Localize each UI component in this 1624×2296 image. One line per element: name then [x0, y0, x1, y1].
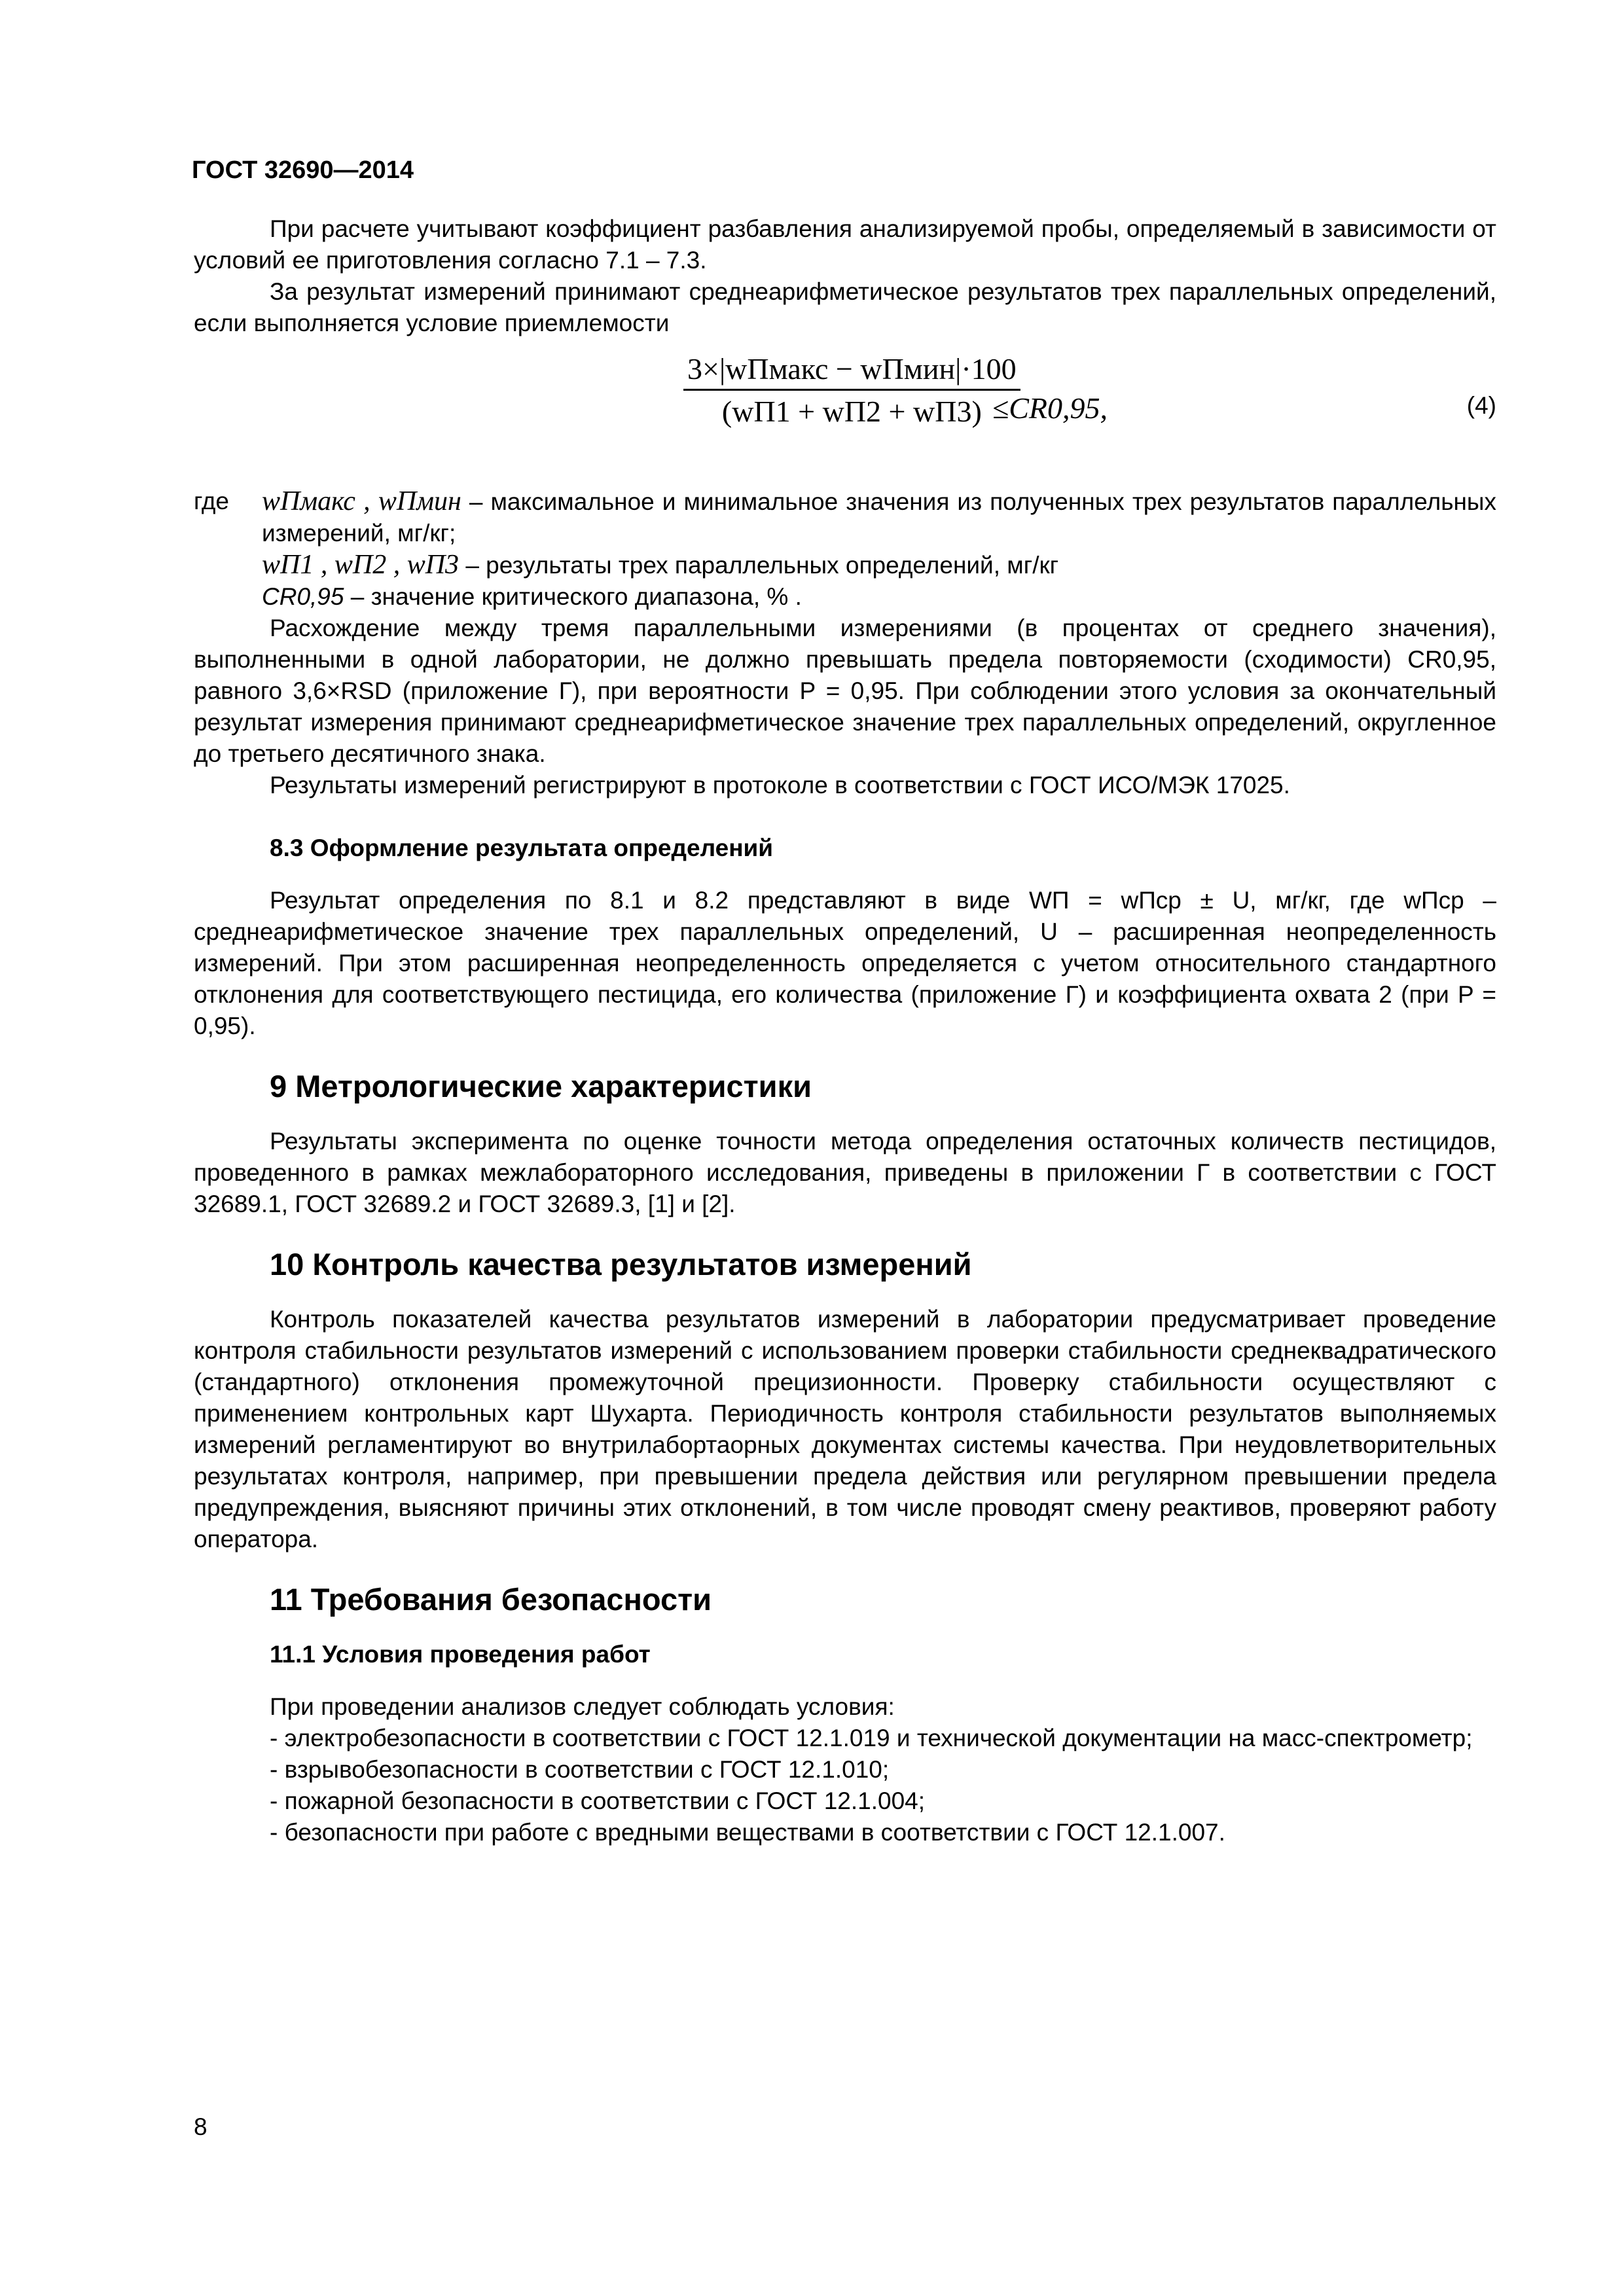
where-label: где: [194, 488, 230, 514]
section-9-text: Результаты эксперимента по оценке точности метода определения остаточных количеств пестицидов, проведенного в рамках межлабораторного исследования, приведены в приложении Г в соответствии с ГОСТ 32689.1, ГОСТ 32689.2 и ГОСТ 32689.3, [1] и [2].: [194, 1128, 1496, 1217]
where-symbol: wПмакс , wПмин: [262, 486, 461, 516]
section-10-text: Контроль показателей качества результатов измерений в лаборатории предусматривает проведение контроля стабильности результатов измерений с использованием проверки стабильности среднеквадратического (стандартного) отклонения промежуточной прецизионности. Проверку стабильности осуществляют с применением контрольных карт Шухарта. Периодичность контроля стабильности результатов выполняемых измерений регламентируют во внутрилабортаорных документах системы качества. При неудовлетворительных результатах контроля, например, при превышении предела действия или регулярном превышении предела предупреждения, выясняют причины этих отклонений, в том числе проводят смену реактивов, проверяют работу оператора.: [194, 1306, 1496, 1552]
safety-list-item: - электробезопасности в соответствии с ГОСТ 12.1.019 и технической документации на масс-спектрометр;: [270, 1725, 1473, 1751]
where-item: [262, 486, 1496, 549]
where-text: – результаты трех параллельных определений, мг/кг: [459, 552, 1059, 579]
document-header: ГОСТ 32690—2014: [192, 156, 414, 184]
section-11-title: 11 Требования безопасности: [270, 1582, 712, 1617]
intro-paragraph-2: За результат измерений принимают среднеарифметическое результатов трех параллельных определений, если выполняется условие приемлемости: [194, 278, 1496, 336]
where-text: – максимальное и минимальное значения из полученных трех результатов параллельных измерений, мг/кг;: [262, 488, 1496, 547]
page-content: [194, 213, 1496, 1848]
formula-fraction: [683, 353, 1020, 427]
section-11-1-lead: При проведении анализов следует соблюдать условия:: [270, 1693, 895, 1720]
formula-relation: ≤CR0,95,: [992, 391, 1108, 425]
where-text: – значение критического диапазона, % .: [344, 583, 802, 610]
formula-numerator: 3×|wПмакс − wПмин|·100: [687, 352, 1017, 386]
section-9-title: 9 Метрологические характеристики: [270, 1069, 812, 1103]
intro-paragraph-1: При расчете учитывают коэффициент разбавления анализируемой пробы, определяемый в зависимости от условий ее приготовления согласно 7.1 – 7.3.: [194, 215, 1496, 274]
safety-list-item: - взрывобезопасности в соответствии с ГОСТ 12.1.010;: [270, 1756, 890, 1783]
where-block: [194, 486, 1496, 613]
where-symbol: wП1 , wП2 , wП3: [262, 550, 460, 580]
where-item: [262, 581, 1496, 613]
paragraph-repeatability: Расхождение между тремя параллельными измерениями (в процентах от среднего значения), выполненными в одной лаборатории, не должно превышать предела повторяемости (сходимости) CR0,95, равного 3,6×RSD (приложение Г), при вероятности P = 0,95. При соблюдении этого условия за окончательный результат измерения принимают среднеарифметическое значение трех параллельных определений, округленное до третьего десятичного знака.: [194, 615, 1496, 767]
formula-number: (4): [1466, 392, 1496, 419]
where-item: [262, 549, 1496, 581]
section-8-3-title: 8.3 Оформление результата определений: [270, 834, 774, 861]
section-11-1-title: 11.1 Условия проведения работ: [270, 1641, 651, 1668]
safety-list-item: - пожарной безопасности в соответствии с ГОСТ 12.1.004;: [270, 1787, 926, 1814]
page-number: 8: [194, 2113, 208, 2140]
formula-denominator: (wП1 + wП2 + wП3): [683, 389, 1020, 427]
section-8-3-text: Результат определения по 8.1 и 8.2 представляют в виде WП = wПср ± U, мг/кг, где wПср – среднеарифметическое значение трех параллельных определений, U – расширенная неопределенность измерений. При этом расширенная неопределенность определяется с учетом относительного стандартного отклонения для соответствующего пестицида, его количества (приложение Г) и коэффициента охвата 2 (при P = 0,95).: [194, 887, 1496, 1039]
section-10-title: 10 Контроль качества результатов измерений: [270, 1247, 972, 1282]
formula-4: [194, 344, 1496, 482]
where-symbol: CR0,95: [262, 583, 344, 610]
safety-list-item: - безопасности при работе с вредными веществами в соответствии с ГОСТ 12.1.007.: [270, 1819, 1225, 1846]
paragraph-protocol: Результаты измерений регистрируют в протоколе в соответствии с ГОСТ ИСО/МЭК 17025.: [270, 772, 1290, 798]
